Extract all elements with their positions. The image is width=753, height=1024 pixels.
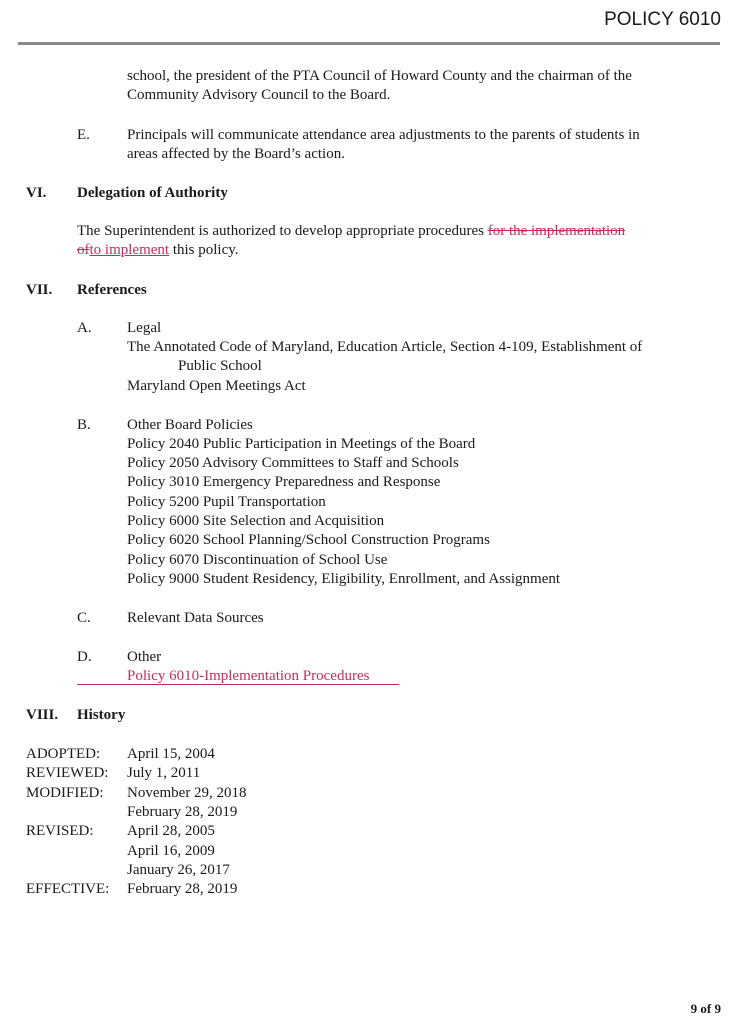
item-letter: C. (77, 610, 91, 626)
reference-line: Public School (178, 358, 262, 374)
reference-line: The Annotated Code of Maryland, Education Article, Section 4-109, Establishment of (127, 339, 643, 355)
implementation-procedures-link[interactable]: Policy 6010-Implementation Procedures (127, 668, 370, 684)
history-date: July 1, 2011 (127, 765, 201, 781)
reference-heading: Relevant Data Sources (127, 610, 264, 626)
reference-line: Maryland Open Meetings Act (127, 378, 306, 394)
section-number: VIII. (26, 707, 59, 723)
history-label: ADOPTED: (26, 746, 101, 762)
history-date: April 28, 2005 (127, 823, 215, 839)
section-title: History (77, 707, 126, 723)
item-letter: B. (77, 417, 91, 433)
history-row (26, 764, 200, 783)
policy-reference: Policy 9000 Student Residency, Eligibility, Enrollment, and Assignment (127, 571, 561, 587)
history-date: February 28, 2019 (127, 804, 238, 820)
history-label: REVIEWED: (26, 765, 109, 781)
continued-text-line: school, the president of the PTA Council of Howard County and the chairman of the (127, 68, 632, 84)
delegation-text-line (77, 241, 239, 260)
history-label: MODIFIED: (26, 785, 104, 801)
history-row (26, 842, 215, 861)
history-row (26, 803, 237, 822)
reference-heading: Other Board Policies (127, 417, 253, 433)
policy-reference: Policy 6000 Site Selection and Acquisition (127, 513, 385, 529)
history-date: April 15, 2004 (127, 746, 215, 762)
policy-reference: Policy 6070 Discontinuation of School Use (127, 552, 388, 568)
section-title: References (77, 282, 147, 298)
policy-reference: Policy 6020 School Planning/School Construction Programs (127, 532, 490, 548)
history-date: February 28, 2019 (127, 881, 238, 897)
item-text-line: areas affected by the Board’s action. (127, 146, 345, 162)
section-title: Delegation of Authority (77, 185, 228, 201)
section-number: VII. (26, 282, 53, 298)
delegation-text: The Superintendent is authorized to develop appropriate procedures (77, 223, 488, 239)
delegation-text: this policy. (169, 242, 239, 258)
history-date: November 29, 2018 (127, 785, 247, 801)
history-row (26, 822, 215, 841)
delegation-text-line (77, 222, 625, 241)
history-date: April 16, 2009 (127, 843, 215, 859)
history-row (26, 880, 237, 899)
policy-reference: Policy 3010 Emergency Preparedness and Response (127, 474, 441, 490)
history-date: January 26, 2017 (127, 862, 230, 878)
policy-reference: Policy 2040 Public Participation in Meetings of the Board (127, 436, 476, 452)
reference-heading: Other (127, 649, 162, 665)
item-letter: E. (77, 127, 90, 143)
item-text-line: Principals will communicate attendance area adjustments to the parents of students in (127, 127, 640, 143)
policy-reference: Policy 2050 Advisory Committees to Staff and Schools (127, 455, 459, 471)
continued-text-line: Community Advisory Council to the Board. (127, 87, 391, 103)
history-label: REVISED: (26, 823, 94, 839)
link-underline (77, 684, 399, 685)
reference-heading: Legal (127, 320, 162, 336)
item-letter: A. (77, 320, 92, 336)
deleted-text: of (77, 242, 90, 258)
policy-reference: Policy 5200 Pupil Transportation (127, 494, 326, 510)
header-divider (18, 42, 720, 45)
history-row (26, 861, 230, 880)
policy-number: POLICY 6010 (604, 9, 721, 30)
section-number: VI. (26, 185, 47, 201)
deleted-text: for the implementation (487, 223, 626, 239)
history-row (26, 745, 215, 764)
page-number: 9 of 9 (690, 1001, 721, 1016)
inserted-text: to implement (89, 242, 170, 258)
history-row (26, 784, 247, 803)
item-letter: D. (77, 649, 92, 665)
history-label: EFFECTIVE: (26, 881, 110, 897)
